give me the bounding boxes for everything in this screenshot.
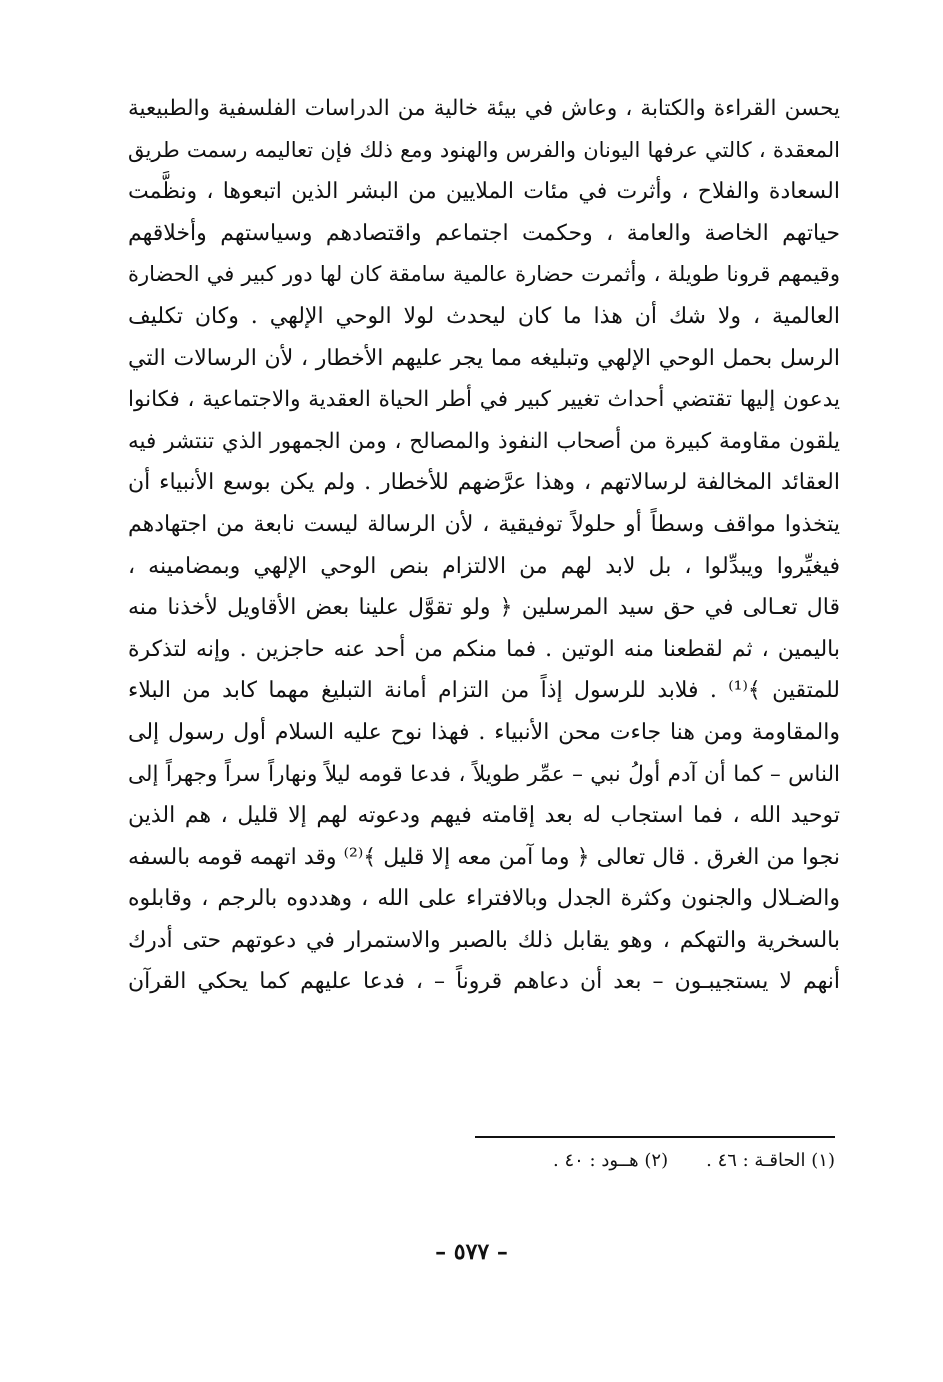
text-line-19: نجوا من الغرق . قال تعالى ﴿ وما آمن معه إلا قليل ﴾⁽²⁾ وقد اتهمه قومه بالسفه	[128, 844, 840, 870]
footnote-1: (١) الحاقـة : ٤٦ .	[706, 1150, 835, 1171]
text-line-20: والضـلال والجنون وكثرة الجدل وبالافتراء على الله ، وهددوه بالرجم ، وقابلوه	[128, 886, 840, 912]
text-line-12: فيغيِّروا ويبدِّلوا ، بل لابد لهم من الالتزام بنص الوحي الإلهي وبمضامينه ،	[128, 553, 840, 579]
text-line-13: قال تعـالى في حق سيد المرسلين ﴿ ولو تقوَّل علينا بعض الأقاويل لأخذنا منه	[128, 595, 840, 621]
text-line-22: أنهم لا يستجيبـون – بعد أن دعاهم قروناً – ، فدعا عليهم كما يحكي القرآن	[128, 969, 840, 995]
text-line-1: يحسن القراءة والكتابة ، وعاش في بيئة خالية من الدراسات الفلسفية والطبيعية	[128, 96, 840, 121]
text-line-8: يدعون إليها تقتضي أحداث تغيير كبير في أطر الحياة العقدية والاجتماعية ، فكانوا	[128, 387, 840, 413]
footnotes	[440, 1146, 835, 1176]
text-line-6: العالمية ، ولا شك أن هذا ما كان ليحدث لولا الوحي الإلهي . وكان تكليف	[128, 303, 840, 329]
text-line-9: يلقون مقاومة كبيرة من أصحاب النفوذ والمصالح ، ومن الجمهور الذي تنتشر فيه	[128, 428, 840, 454]
text-line-7: الرسل بحمل الوحي الإلهي وتبليغه مما يجر عليهم الأخطار ، لأن الرسالات التي	[128, 345, 840, 371]
main-text-block	[128, 88, 840, 1003]
footnote-separator	[475, 1136, 835, 1138]
text-line-3: السعادة والفلاح ، وأثرت في مئات الملايين من البشر الذين اتبعوها ، ونظَّمت	[128, 179, 840, 205]
text-line-14: باليمين ، ثم لقطعنا منه الوتين . فما منكم من أحد عنه حاجزين . وإنه لتذكرة	[128, 636, 840, 662]
text-line-4: حياتهم الخاصة والعامة ، وحكمت اجتماعم واقتصادهم وسياستهم وأخلاقهم	[128, 220, 840, 246]
text-line-15: للمتقين ﴾⁽¹⁾ . فلابد للرسول إذاً من التزام أمانة التبليغ مهما كابد من البلاء	[128, 678, 840, 704]
page-number: – ٥٧٧ –	[435, 1239, 508, 1265]
text-line-5: وقيمهم قرونا طويلة ، وأثمرت حضارة عالمية سامقة كان لها دور كبير في الحضارة	[128, 262, 840, 287]
footnote-2: (٢) هــود : ٤٠ .	[553, 1150, 669, 1171]
text-line-18: توحيد الله ، فما استجاب له بعد إقامته فيهم ودعوته لهم إلا قليل ، هم الذين	[128, 803, 840, 829]
text-line-11: يتخذوا مواقف وسطاً أو حلولاً توفيقية ، لأن الرسالة ليست نابعة من اجتهادهم	[128, 511, 840, 537]
text-line-2: المعقدة ، كالتي عرفها اليونان والفرس والهنود ومع ذلك فإن تعاليمه رسمت طريق	[128, 137, 840, 162]
text-line-21: بالسخرية والتهكم ، وهو يقابل ذلك بالصبر والاستمرار في دعوتهم حتى أدرك	[128, 927, 840, 953]
text-line-10: العقائد المخالفة لرسالاتهم ، وهذا عرَّضهم للأخطار . ولم يكن بوسع الأنبياء أن	[128, 470, 840, 496]
text-line-16: والمقاومة ومن هنا جاءت محن الأنبياء . فهذا نوح عليه السلام أول رسول إلى	[128, 719, 840, 745]
text-line-17: الناس – كما أن آدم أولُ نبي – عمِّر طويلاً ، فدعا قومه ليلاً ونهاراً سراً وجهراً إلى	[128, 761, 840, 787]
